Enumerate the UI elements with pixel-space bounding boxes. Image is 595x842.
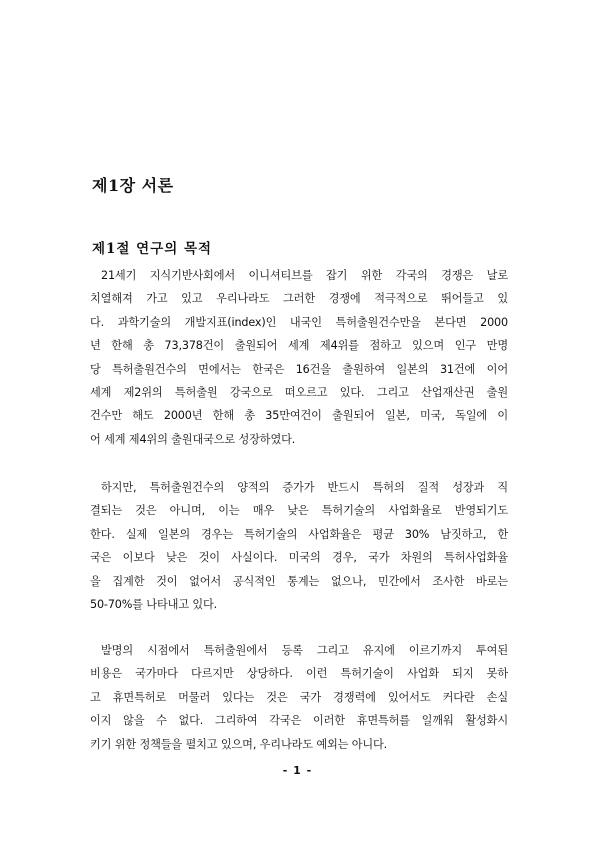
text-line: 국은 이보다 낮은 것이 사실이다. 미국의 경우, 국가 차원의 특허사업화율 — [90, 551, 508, 565]
text-line: 하지만, 특허출원건수의 양적의 증가가 반드시 특허의 질적 성장과 직 — [101, 481, 508, 494]
paragraph-3 — [90, 639, 508, 756]
text-line: 고 휴면특허로 머물러 있다는 것은 국가 경쟁력에 있어서도 커다란 손실 — [90, 690, 508, 704]
text-line: 다. 과학기술의 개발지표(index)인 내국인 특허출원건수만을 본다면 2000 — [90, 315, 508, 329]
chapter-title: 제1장 서론 — [92, 176, 174, 195]
text-line: 어 세계 제4위의 출원대국으로 성장하였다. — [90, 432, 296, 446]
text-line: 한다. 실제 일본의 경우는 특허기술의 사업화율은 평균 30% 남짓하고, 한 — [90, 527, 508, 541]
paragraph-2 — [90, 476, 508, 616]
text-line: 치열해져 가고 있고 우리나라도 그러한 경쟁에 적극적으로 뛰어들고 있 — [90, 292, 508, 306]
text-line: 건수만 해도 2000년 한해 총 35만여건이 출원되어 일본, 미국, 독일에 이 — [90, 409, 508, 423]
text-line: 키기 위한 정책들을 펼치고 있으며, 우리나라도 예외는 아니다. — [90, 737, 388, 751]
text-line: 발명의 시점에서 특허출원에서 등록 그리고 유지에 이르기까지 투여된 — [101, 644, 508, 657]
text-line: 당 특허출원건수의 면에서는 한국은 16건을 출원하여 일본의 31건에 이어 — [90, 362, 508, 376]
page-number: - 1 - — [282, 764, 313, 777]
section-title: 제1절 연구의 목적 — [92, 241, 213, 257]
text-line: 을 집계한 것이 없어서 공식적인 통계는 없으나, 민간에서 조사한 바로는 — [90, 574, 508, 588]
paragraph-1 — [90, 264, 508, 451]
text-line: 이지 않을 수 없다. 그리하여 각국은 이러한 휴면특허를 일깨워 활성화시 — [90, 714, 508, 728]
text-line: 세계 제2위의 특허출원 강국으로 떠오르고 있다. 그리고 산업재산권 출원 — [90, 385, 508, 399]
text-line: 결되는 것은 아니며, 이는 매우 낮은 특허기술의 사업화율로 반영되기도 — [90, 504, 508, 518]
text-line: 21세기 지식기반사회에서 이니셔티브를 잡기 위한 각국의 경쟁은 날로 — [101, 269, 508, 282]
text-line: 년 한해 총 73,378건이 출원되어 세계 제4위를 점하고 있으며 인구 만명 — [90, 339, 508, 353]
text-line: 비용은 국가마다 다르지만 상당하다. 이런 특허기술이 사업화 되지 못하 — [90, 667, 508, 681]
text-line: 50-70%를 나타내고 있다. — [90, 597, 218, 611]
